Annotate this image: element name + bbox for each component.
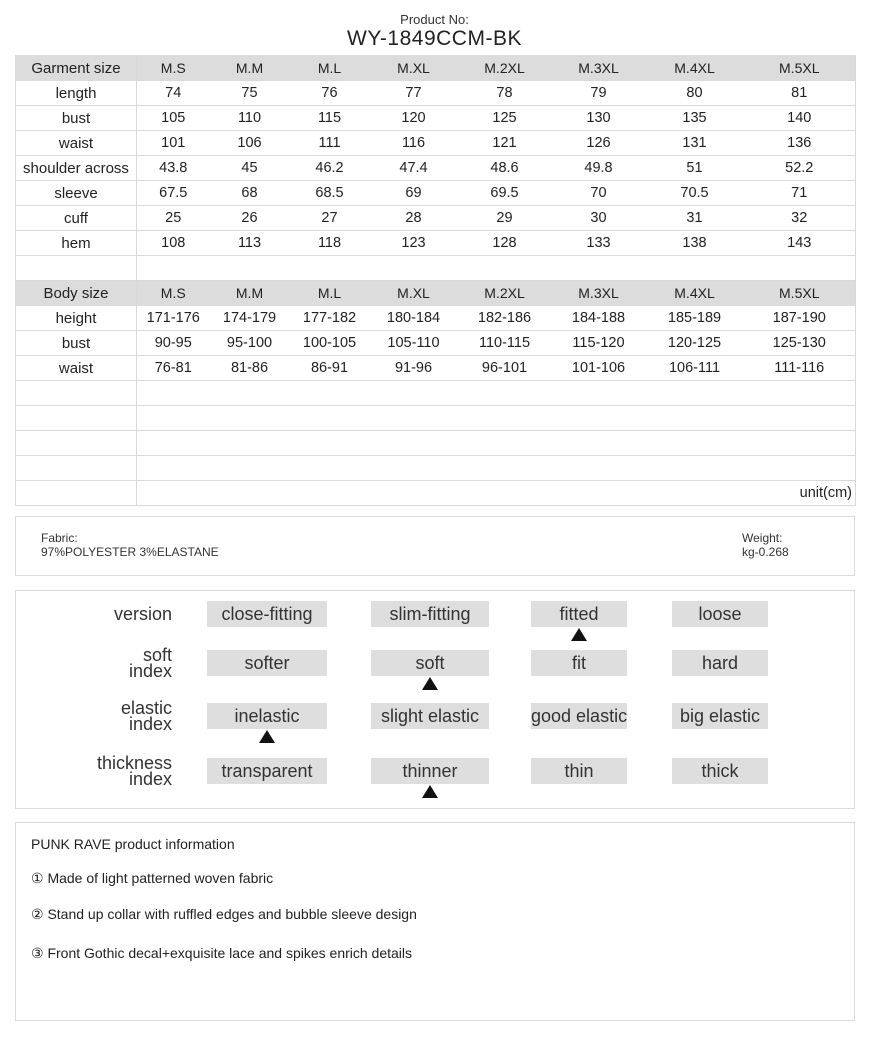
attribute-option: inelastic — [207, 703, 327, 729]
table-cell: 43.8 — [137, 156, 210, 181]
table-cell: 120 — [370, 106, 458, 131]
attribute-box — [15, 590, 855, 809]
table-cell: 135 — [646, 106, 744, 131]
empty-row — [16, 256, 856, 281]
attribute-option: softer — [207, 650, 327, 676]
size-table — [15, 55, 856, 506]
table-cell: 138 — [646, 231, 744, 256]
table-cell: 81 — [744, 81, 856, 106]
table-cell: 182-186 — [458, 306, 552, 331]
product-no-label: Product No: — [400, 12, 469, 27]
table-cell: 121 — [458, 131, 552, 156]
table-cell: 115-120 — [552, 331, 646, 356]
garment-title: Garment size — [16, 56, 137, 81]
attribute-option: hard — [672, 650, 768, 676]
row-label: cuff — [16, 206, 137, 231]
table-cell: 45 — [210, 156, 290, 181]
table-cell: 125-130 — [744, 331, 856, 356]
attribute-label — [121, 700, 172, 732]
table-cell: 95-100 — [210, 331, 290, 356]
row-label: sleeve — [16, 181, 137, 206]
row-label: shoulder across — [16, 156, 137, 181]
table-cell: 131 — [646, 131, 744, 156]
table-cell: 70.5 — [646, 181, 744, 206]
table-cell: 26 — [210, 206, 290, 231]
attribute-option: transparent — [207, 758, 327, 784]
table-cell: 105-110 — [370, 331, 458, 356]
table-cell: 49.8 — [552, 156, 646, 181]
row-label: waist — [16, 356, 137, 381]
table-cell: 68.5 — [290, 181, 370, 206]
table-cell: 133 — [552, 231, 646, 256]
table-cell: 67.5 — [137, 181, 210, 206]
table-cell: 32 — [744, 206, 856, 231]
selected-marker-icon — [571, 628, 587, 641]
table-cell: 48.6 — [458, 156, 552, 181]
table-cell: 111 — [290, 131, 370, 156]
table-cell: 143 — [744, 231, 856, 256]
size-header: M.M — [210, 56, 290, 81]
empty-label-cell — [16, 406, 137, 431]
table-cell: 111-116 — [744, 356, 856, 381]
table-cell: 123 — [370, 231, 458, 256]
table-cell: 79 — [552, 81, 646, 106]
table-cell: 31 — [646, 206, 744, 231]
table-row — [16, 131, 856, 156]
attribute-option: loose — [672, 601, 768, 627]
weight-block — [742, 531, 789, 559]
size-header: M.L — [290, 56, 370, 81]
table-cell: 101-106 — [552, 356, 646, 381]
empty-row — [16, 481, 856, 506]
table-cell: 68 — [210, 181, 290, 206]
fabric-label: Fabric: — [41, 531, 78, 545]
weight-value: kg-0.268 — [742, 545, 789, 559]
table-row — [16, 231, 856, 256]
table-cell: 75 — [210, 81, 290, 106]
attribute-option: good elastic — [531, 703, 627, 729]
weight-label: Weight: — [742, 531, 783, 545]
table-cell: 29 — [458, 206, 552, 231]
fabric-value: 97%POLYESTER 3%ELASTANE — [41, 545, 219, 559]
table-cell: 106 — [210, 131, 290, 156]
product-info-box — [15, 822, 855, 1021]
attribute-option: soft — [371, 650, 489, 676]
size-header: M.2XL — [458, 281, 552, 306]
table-cell: 140 — [744, 106, 856, 131]
size-header: M.S — [137, 281, 210, 306]
empty-cell — [137, 406, 856, 431]
table-cell: 187-190 — [744, 306, 856, 331]
table-cell: 185-189 — [646, 306, 744, 331]
attribute-option: slight elastic — [371, 703, 489, 729]
attribute-option: fitted — [531, 601, 627, 627]
table-cell: 110 — [210, 106, 290, 131]
table-cell: 47.4 — [370, 156, 458, 181]
row-label: hem — [16, 231, 137, 256]
table-row — [16, 206, 856, 231]
attribute-option: thin — [531, 758, 627, 784]
table-cell: 28 — [370, 206, 458, 231]
size-header: M.S — [137, 56, 210, 81]
unit-label: unit(cm) — [137, 481, 856, 506]
table-row — [16, 331, 856, 356]
table-cell: 136 — [744, 131, 856, 156]
table-row — [16, 106, 856, 131]
table-cell: 118 — [290, 231, 370, 256]
size-header: M.M — [210, 281, 290, 306]
table-cell: 184-188 — [552, 306, 646, 331]
attribute-option: thick — [672, 758, 768, 784]
empty-label-cell — [16, 481, 137, 506]
table-row — [16, 181, 856, 206]
size-header: M.L — [290, 281, 370, 306]
table-cell: 90-95 — [137, 331, 210, 356]
table-cell: 25 — [137, 206, 210, 231]
attribute-label — [97, 755, 172, 787]
table-cell: 130 — [552, 106, 646, 131]
info-title: PUNK RAVE product information — [31, 836, 235, 852]
table-cell: 177-182 — [290, 306, 370, 331]
table-row — [16, 156, 856, 181]
empty-label-cell — [16, 456, 137, 481]
empty-cell — [137, 456, 856, 481]
row-label: bust — [16, 331, 137, 356]
size-header: M.5XL — [744, 281, 856, 306]
attribute-label-line: index — [128, 769, 172, 789]
table-cell: 113 — [210, 231, 290, 256]
table-cell: 76-81 — [137, 356, 210, 381]
table-cell: 70 — [552, 181, 646, 206]
info-item: ③ Front Gothic decal+exquisite lace and spikes enrich details — [31, 945, 413, 961]
attribute-option: big elastic — [672, 703, 768, 729]
empty-cell — [137, 381, 856, 406]
body-header-row — [16, 281, 856, 306]
empty-label-cell — [16, 431, 137, 456]
garment-header-row — [16, 56, 856, 81]
table-cell: 77 — [370, 81, 458, 106]
row-label: height — [16, 306, 137, 331]
size-header: M.XL — [370, 56, 458, 81]
table-cell: 86-91 — [290, 356, 370, 381]
attribute-option: close-fitting — [207, 601, 327, 627]
selected-marker-icon — [422, 785, 438, 798]
table-cell: 76 — [290, 81, 370, 106]
empty-row — [16, 431, 856, 456]
table-cell: 52.2 — [744, 156, 856, 181]
table-row — [16, 356, 856, 381]
table-cell: 71 — [744, 181, 856, 206]
empty-cell — [137, 431, 856, 456]
attribute-label-line: thickness — [96, 753, 172, 773]
size-header: M.4XL — [646, 281, 744, 306]
attribute-option: fit — [531, 650, 627, 676]
empty-label-cell — [16, 381, 137, 406]
table-cell: 96-101 — [458, 356, 552, 381]
table-cell: 171-176 — [137, 306, 210, 331]
row-label: waist — [16, 131, 137, 156]
row-label: bust — [16, 106, 137, 131]
table-cell: 69.5 — [458, 181, 552, 206]
info-item: ① Made of light patterned woven fabric — [31, 870, 274, 886]
selected-marker-icon — [259, 730, 275, 743]
body-title: Body size — [16, 281, 137, 306]
table-cell: 78 — [458, 81, 552, 106]
size-header: M.5XL — [744, 56, 856, 81]
empty-cell — [137, 256, 856, 281]
attribute-label — [129, 647, 172, 679]
table-cell: 108 — [137, 231, 210, 256]
product-no: WY-1849CCM-BK — [347, 27, 522, 50]
table-cell: 106-111 — [646, 356, 744, 381]
size-header: M.4XL — [646, 56, 744, 81]
empty-row — [16, 406, 856, 431]
table-cell: 115 — [290, 106, 370, 131]
table-cell: 120-125 — [646, 331, 744, 356]
table-cell: 180-184 — [370, 306, 458, 331]
selected-marker-icon — [422, 677, 438, 690]
attribute-label — [114, 606, 172, 622]
table-cell: 91-96 — [370, 356, 458, 381]
size-header: M.3XL — [552, 56, 646, 81]
table-cell: 116 — [370, 131, 458, 156]
fabric-weight-box — [15, 516, 855, 576]
table-cell: 174-179 — [210, 306, 290, 331]
size-header: M.3XL — [552, 281, 646, 306]
table-cell: 110-115 — [458, 331, 552, 356]
table-cell: 105 — [137, 106, 210, 131]
attribute-option: thinner — [371, 758, 489, 784]
table-cell: 27 — [290, 206, 370, 231]
size-header: M.2XL — [458, 56, 552, 81]
attribute-label-line: index — [128, 714, 172, 734]
table-cell: 74 — [137, 81, 210, 106]
table-cell: 125 — [458, 106, 552, 131]
fabric-block — [41, 531, 219, 559]
table-cell: 69 — [370, 181, 458, 206]
size-header: M.XL — [370, 281, 458, 306]
table-row — [16, 306, 856, 331]
info-item: ② Stand up collar with ruffled edges and bubble sleeve design — [31, 906, 417, 922]
attribute-option: slim-fitting — [371, 601, 489, 627]
table-cell: 81-86 — [210, 356, 290, 381]
table-cell: 128 — [458, 231, 552, 256]
attribute-label-line: index — [128, 661, 172, 681]
table-cell: 46.2 — [290, 156, 370, 181]
empty-label-cell — [16, 256, 137, 281]
table-cell: 51 — [646, 156, 744, 181]
row-label: length — [16, 81, 137, 106]
attribute-label-line: soft — [142, 645, 172, 665]
table-cell: 30 — [552, 206, 646, 231]
table-cell: 100-105 — [290, 331, 370, 356]
table-cell: 101 — [137, 131, 210, 156]
table-cell: 80 — [646, 81, 744, 106]
attribute-label-line: elastic — [120, 698, 172, 718]
attribute-label-line: version — [113, 604, 172, 624]
table-cell: 126 — [552, 131, 646, 156]
empty-row — [16, 381, 856, 406]
empty-row — [16, 456, 856, 481]
table-row — [16, 81, 856, 106]
